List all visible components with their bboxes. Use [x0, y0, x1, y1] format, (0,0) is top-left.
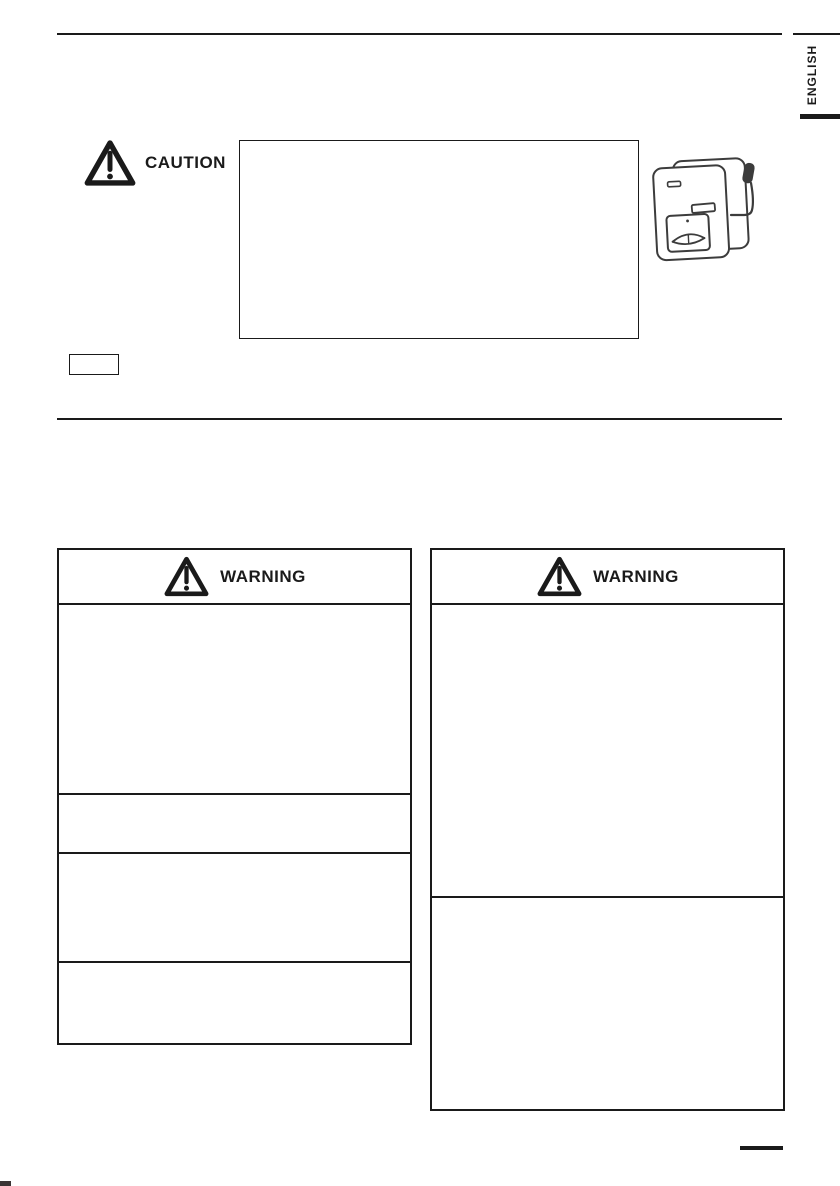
tab-bottom-rule	[800, 114, 840, 119]
warning-title: WARNING	[593, 566, 679, 586]
warning-section	[59, 795, 410, 854]
warning-section	[432, 898, 783, 1109]
warning-header	[59, 550, 410, 605]
top-rule	[57, 33, 782, 35]
warning-triangle-icon	[163, 555, 210, 598]
warning-title: WARNING	[220, 566, 306, 586]
warning-triangle-icon	[536, 555, 583, 598]
warning-section	[59, 963, 410, 1043]
caution-text-box	[239, 140, 639, 339]
warning-section	[59, 605, 410, 795]
language-tab	[796, 42, 828, 108]
page-number-rule	[740, 1146, 783, 1150]
warning-section	[432, 605, 783, 898]
tab-top-rule	[793, 33, 840, 35]
warning-section	[59, 854, 410, 963]
warning-box-right	[430, 548, 785, 1111]
section-divider-rule	[57, 418, 782, 420]
print-corner-mark	[0, 1181, 11, 1186]
caution-block	[83, 136, 233, 190]
note-label-box	[69, 354, 119, 375]
caution-label: CAUTION	[145, 153, 226, 172]
battery-charger-illustration	[645, 150, 780, 268]
warning-header	[432, 550, 783, 605]
language-tab-label: ENGLISH	[805, 44, 819, 106]
warning-triangle-icon	[83, 138, 137, 188]
warning-box-left	[57, 548, 412, 1045]
